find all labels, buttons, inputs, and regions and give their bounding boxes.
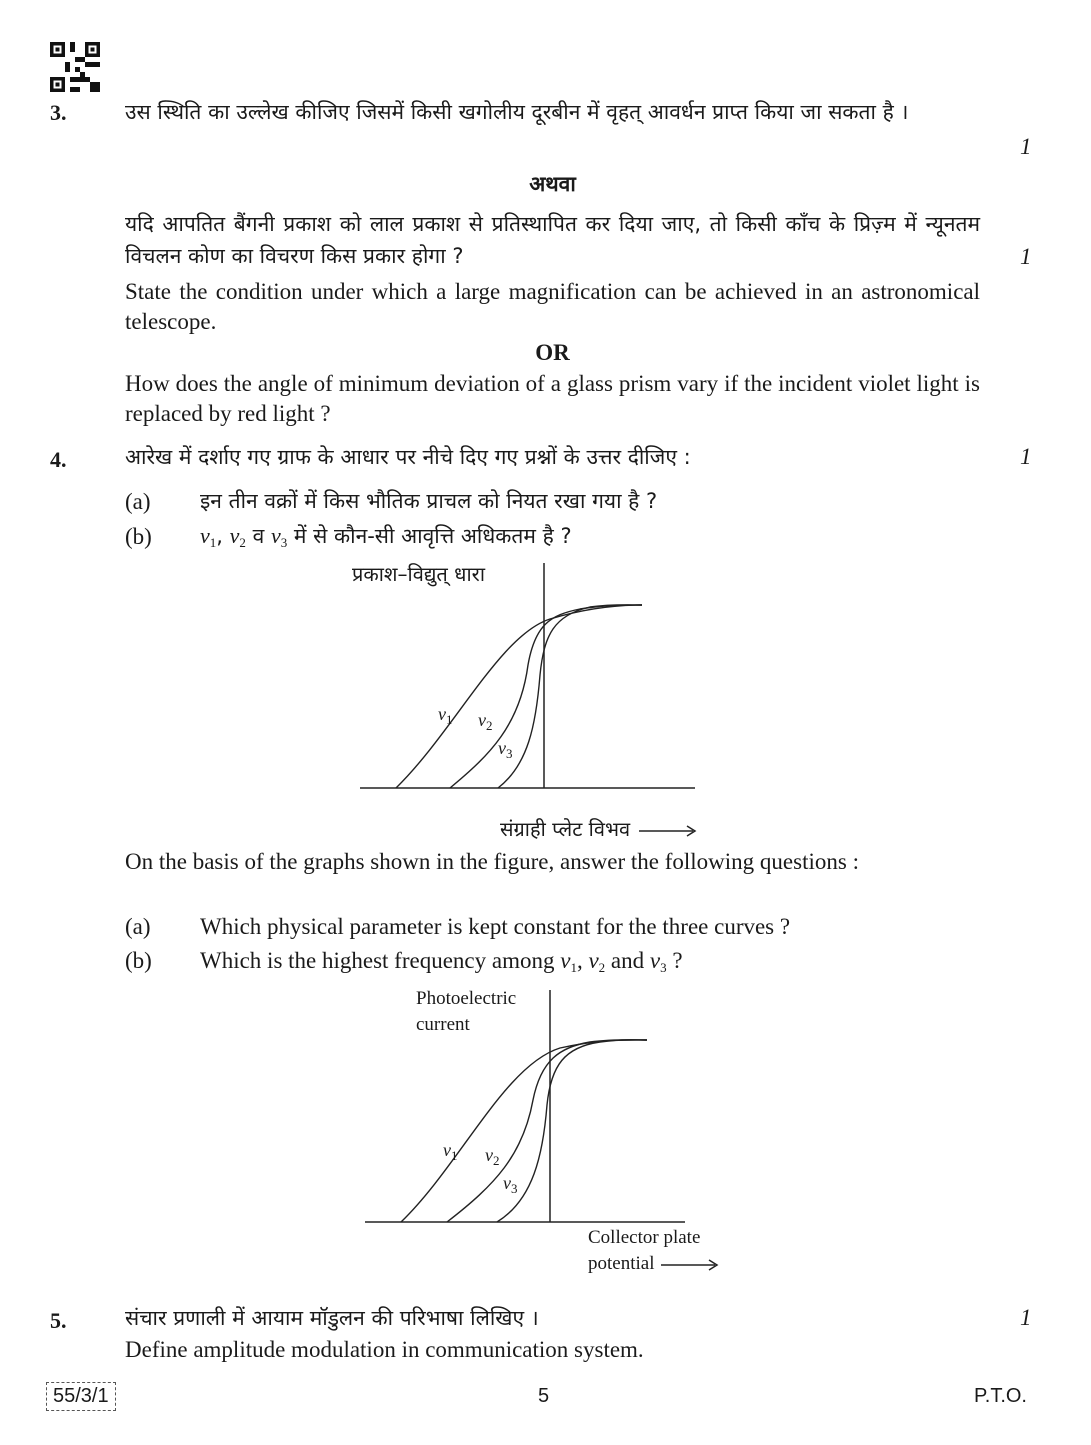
y-axis-label: Photoelectric current: [416, 988, 517, 1035]
arrow-right-icon: [637, 824, 699, 838]
question-number: 5.: [50, 1308, 67, 1333]
curve-v1: [396, 605, 642, 788]
x-axis-label: Collector plate potential: [588, 1225, 721, 1277]
q4-hindi-intro: आरेख में दर्शाए गए ग्राफ के आधार पर नीचे दिए गए प्रश्नों के उत्तर दीजिए :: [125, 445, 691, 469]
paper-code: 55/3/1: [46, 1382, 116, 1411]
curve-label-v1: $v_1$: [443, 1140, 458, 1163]
curve-v3: [498, 605, 642, 788]
q5-english-question: Define amplitude modulation in communication system.: [125, 1337, 644, 1362]
marks: 1: [1020, 444, 1032, 469]
q3-english-question: State the condition under which a large magnification can be achieved in an astronomical telescope.: [125, 279, 980, 334]
subpart-label: (a): [125, 489, 151, 514]
subpart-label: (b): [125, 948, 152, 973]
pto-label: P.T.O.: [974, 1385, 1027, 1407]
q4-hindi-part-b: $v_1$, $v_2$ व $v_3$ में से कौन-सी आवृत्ति अधिकतम है ?: [200, 523, 572, 550]
curve-label-v3: $v_3$: [498, 738, 513, 761]
marks: 1: [1020, 1305, 1032, 1330]
x-axis-label: संग्राही प्लेट विभव: [500, 815, 699, 842]
page-number: 5: [538, 1385, 550, 1407]
question-number: 3.: [50, 100, 67, 125]
curve-v2: [450, 605, 642, 788]
q3-english-alternative: How does the angle of minimum deviation of a glass prism vary if the incident violet light is replaced by red light ?: [125, 371, 980, 426]
q4-hindi-part-a: इन तीन वक्रों में किस भौतिक प्राचल को नियत रखा गया है ?: [200, 489, 658, 513]
curve-label-v1: $v_1$: [438, 704, 453, 727]
curve-v2: [447, 1040, 647, 1222]
q4-english-part-b: Which is the highest frequency among $v_1$, $v_2$ and $v_3$ ?: [200, 948, 683, 975]
or-separator: अथवा: [529, 172, 576, 196]
y-axis-label: प्रकाश–विद्युत् धारा: [352, 562, 486, 586]
or-separator: OR: [535, 340, 570, 365]
marks: 1: [1020, 244, 1032, 269]
curve-label-v2: $v_2$: [478, 710, 493, 733]
subpart-label: (a): [125, 914, 151, 939]
subpart-label: (b): [125, 524, 152, 549]
q3-hindi-question: उस स्थिति का उल्लेख कीजिए जिसमें किसी खगोलीय दूरबीन में वृहत् आवर्धन प्राप्त किया जा सकता है ।: [125, 100, 909, 124]
photoelectric-graph-english: [355, 985, 715, 1230]
arrow-right-icon: [659, 1258, 721, 1272]
curve-v3: [497, 1040, 647, 1222]
q4-english-intro: On the basis of the graphs shown in the figure, answer the following questions :: [125, 849, 859, 874]
q3-hindi-alternative: यदि आपतित बैंगनी प्रकाश को लाल प्रकाश से प्रतिस्थापित कर दिया जाए, तो किसी काँच के प्रिज़्म में न्यूनतम विचलन कोण का विचरण किस प्रकार होगा ?: [125, 212, 980, 268]
marks: 1: [1020, 134, 1032, 159]
q5-hindi-question: संचार प्रणाली में आयाम मॉडुलन की परिभाषा लिखिए ।: [125, 1306, 539, 1330]
curve-label-v3: $v_3$: [503, 1173, 518, 1196]
qr-code-icon: [50, 42, 100, 92]
curve-label-v2: $v_2$: [485, 1145, 500, 1168]
question-number: 4.: [50, 447, 67, 472]
photoelectric-graph-hindi: [350, 555, 710, 805]
q4-english-part-a: Which physical parameter is kept constant for the three curves ?: [200, 914, 791, 939]
